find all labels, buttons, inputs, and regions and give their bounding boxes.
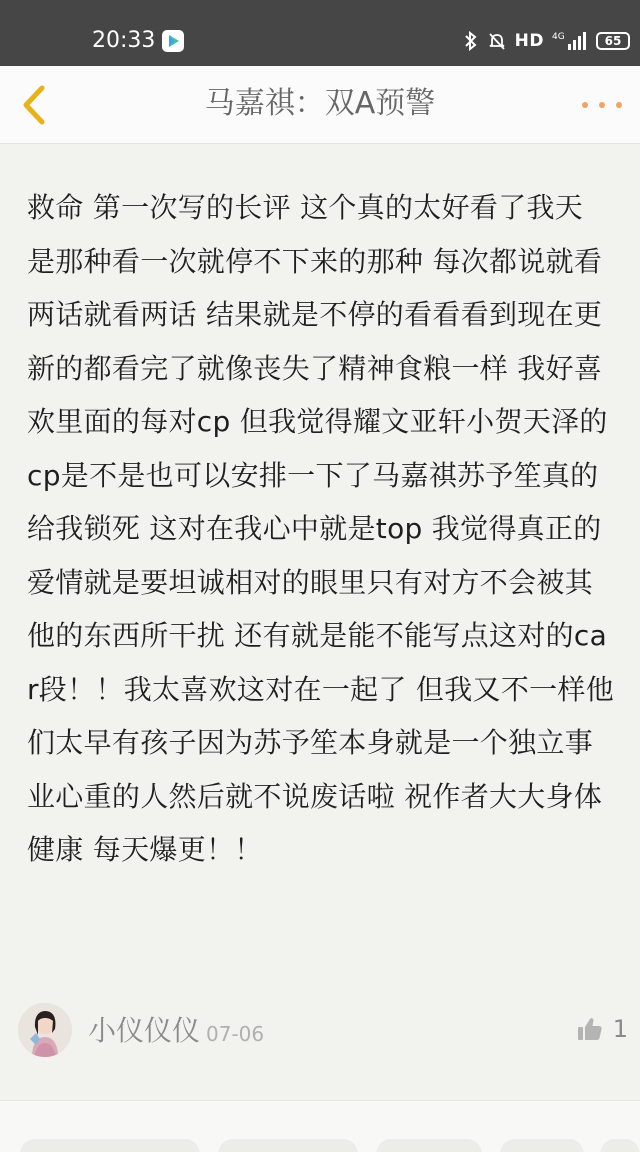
battery-indicator: 65 <box>596 32 630 50</box>
review-card <box>0 145 640 1100</box>
tag-chip[interactable] <box>500 1139 584 1152</box>
like-button[interactable] <box>577 1011 628 1047</box>
back-button[interactable] <box>14 82 54 128</box>
status-time: 20:33 <box>92 28 156 53</box>
review-date: 07-06 <box>206 1022 265 1046</box>
more-dots-icon <box>616 102 622 108</box>
tag-chip[interactable] <box>218 1139 358 1152</box>
more-options-button[interactable] <box>582 92 622 118</box>
app-notification-icon <box>162 30 184 52</box>
more-dots-icon <box>599 102 605 108</box>
network-type-label: HD <box>514 31 544 51</box>
app-header <box>0 66 640 144</box>
like-count: 1 <box>612 1015 628 1043</box>
thumbs-up-icon <box>577 1016 603 1042</box>
review-author-row <box>18 1003 628 1059</box>
signal-type-label: 4G <box>552 32 565 42</box>
status-indicators <box>463 27 630 55</box>
avatar[interactable] <box>18 1003 72 1057</box>
review-text: 救命 第一次写的长评 这个真的太好看了我天 是那种看一次就停不下来的那种 每次都说就看两话就看两话 结果就是不停的看看看到现在更新的都看完了就像丧失了精神食粮一样 我好喜欢里面的每对cp 但我觉得耀文亚轩小贺天泽的cp是不是也可以安排一下了马嘉祺苏予笙真的给我锁死 这对在我心中就是top 我觉得真正的爱情就是要坦诚相对的眼里只有对方不会被其他的东西所干扰 还有就是能不能写点这对的car段！！我太喜欢这对在一起了 但我又不一样他们太早有孩子因为苏予笙本身就是一个独立事业心重的人然后就不说废话啦 祝作者大大身体健康 每天爆更！！ <box>27 191 615 866</box>
bluetooth-icon <box>463 31 479 51</box>
page-title: 马嘉祺：双A预警 <box>204 86 436 121</box>
mute-bell-icon <box>487 31 507 51</box>
tag-chip[interactable] <box>600 1139 640 1152</box>
tag-chip[interactable] <box>20 1139 200 1152</box>
more-dots-icon <box>582 102 588 108</box>
signal-strength-icon <box>552 30 588 52</box>
author-name[interactable]: 小仪仪仪 <box>88 1014 201 1047</box>
tag-chip[interactable] <box>376 1139 482 1152</box>
status-bar <box>0 0 640 66</box>
avatar-image <box>18 1003 72 1057</box>
bottom-tag-bar <box>0 1100 640 1152</box>
chevron-left-icon <box>14 82 54 128</box>
